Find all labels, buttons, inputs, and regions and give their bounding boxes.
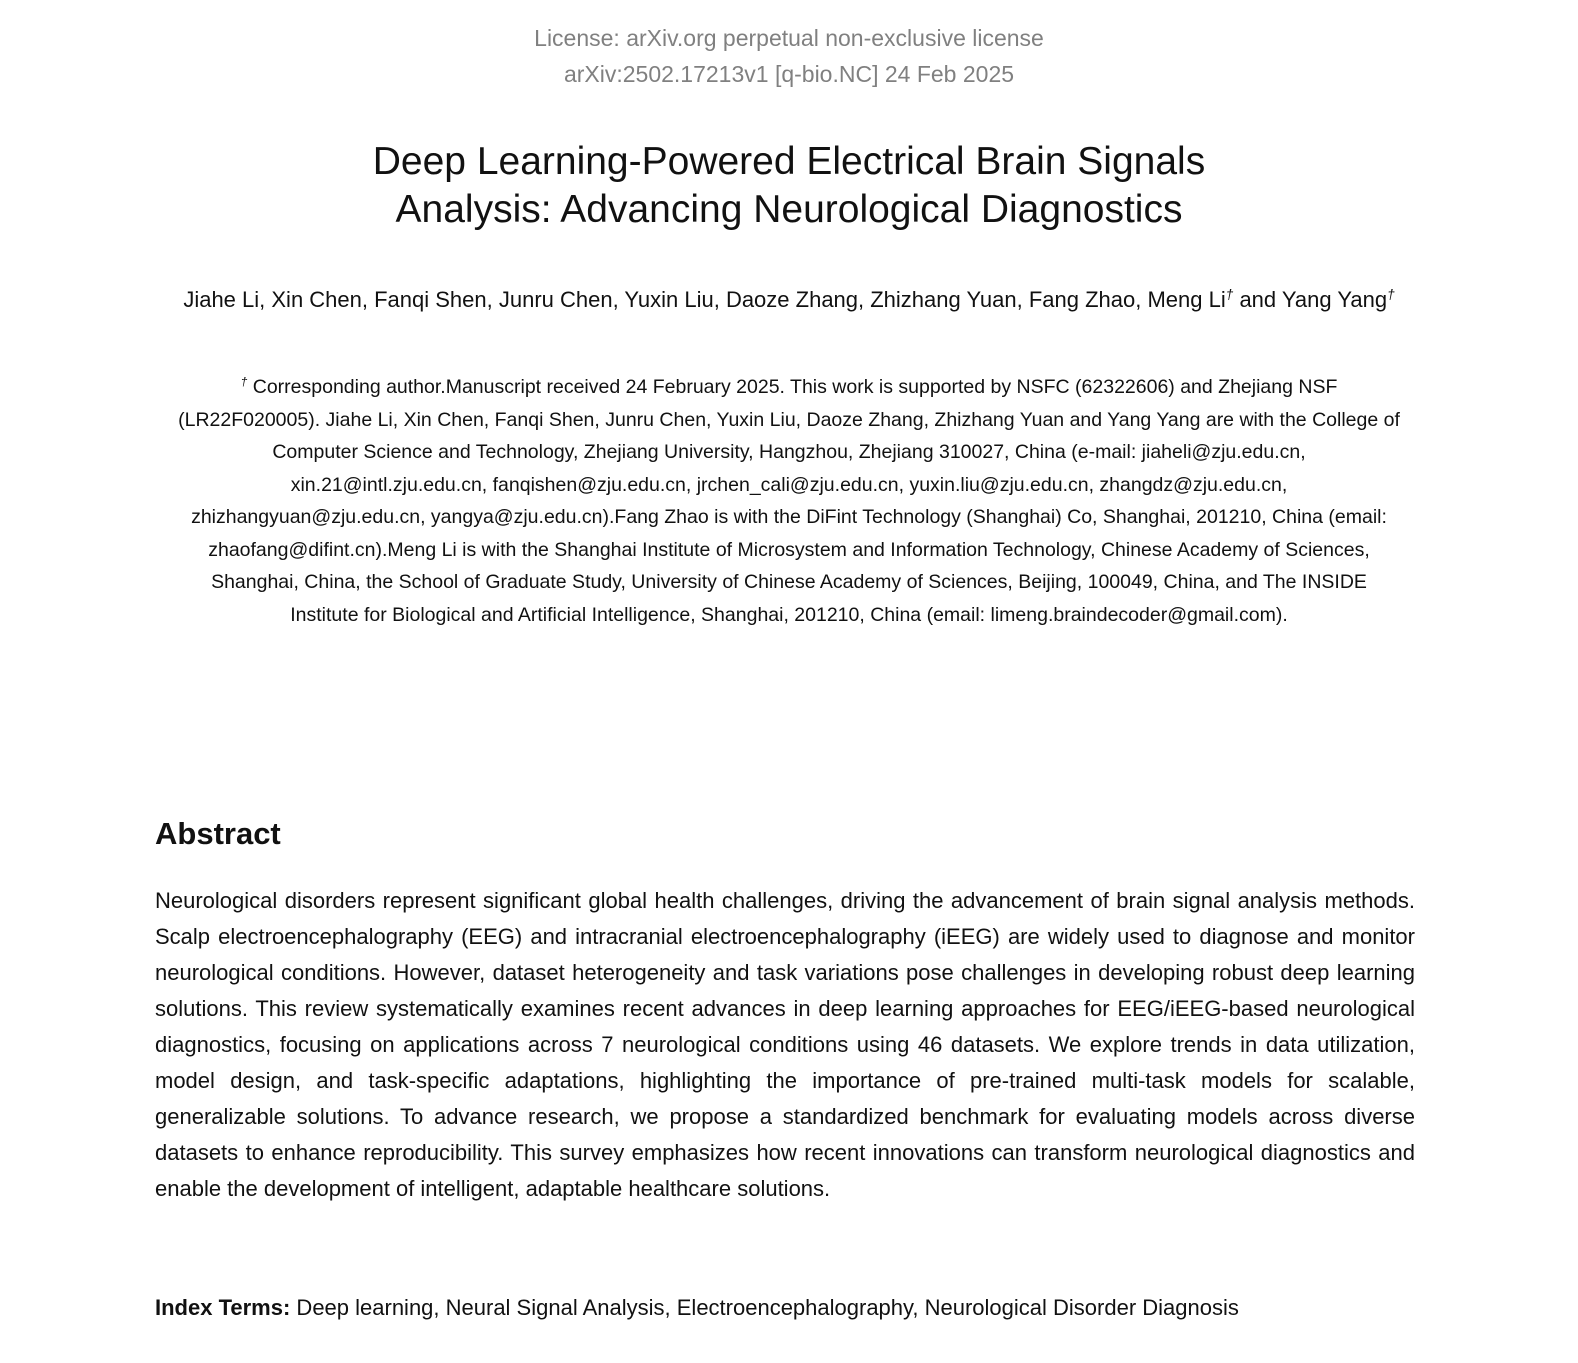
dagger-mark: † [1225,286,1234,302]
paper-title [0,138,1578,234]
dagger-mark: † [240,374,248,389]
abstract-heading: Abstract [155,816,281,851]
author-list [180,282,1398,318]
arxiv-identifier[interactable]: arXiv:2502.17213v1 [q-bio.NC] 24 Feb 2025 [563,61,1015,87]
license-text: License: arXiv.org perpetual non-exclusive license [534,25,1044,51]
authors-text-1: Jiahe Li, Xin Chen, Fanqi Shen, Junru Chen, Yuxin Liu, Daoze Zhang, Zhizhang Yuan, Fang Zhao, Meng Li [183,287,1226,312]
authors-text-2: and Yang Yang [1233,287,1388,312]
affiliation-note [178,371,1400,631]
dagger-mark: † [1387,286,1395,302]
index-terms-label: Index Terms: [155,1295,291,1320]
abstract-body: Neurological disorders represent significant global health challenges, driving the advancement of brain signal analysis methods. Scalp electroencephalography (EEG) and intracranial electroencephalography (iEEG) are widely used to diagnose and monitor neurological conditions. However, dataset heterogeneity and task variations pose challenges in developing robust deep learning solutions. This review systematically examines recent advances in deep learning approaches for EEG/iEEG-based neurological diagnostics, focusing on applications across 7 neurological conditions using 46 datasets. We explore trends in data utilization, model design, and task-specific adaptations, highlighting the importance of pre-trained multi-task models for scalable, generalizable solutions. To advance research, we propose a standardized benchmark for evaluating models across diverse datasets to enhance reproducibility. This survey emphasizes how recent innovations can transform neurological diagnostics and enable the development of intelligent, adaptable healthcare solutions. [155,888,1415,1201]
affiliation-text: Corresponding author.Manuscript received 24 February 2025. This work is supported by NSFC (62322606) and Zhejiang NSF (LR22F020005). Jiahe Li, Xin Chen, Fanqi Shen, Junru Chen, Yuxin Liu, Daoze Zhang, Zhizhang Yuan and Yang Yang are with the College of Computer Science and Technology, Zhejiang University, Hangzhou, Zhejiang 310027, China (e-mail: jiaheli@zju.edu.cn, xin.21@intl.zju.edu.cn, fanqishen@zju.edu.cn, jrchen_cali@zju.edu.cn, yuxin.liu@zju.edu.cn, zhangdz@zju.edu.cn, zhizhangyuan@zju.edu.cn, yangya@zju.edu.cn).Fang Zhao is with the DiFint Technology (Shanghai) Co, Shanghai, 201210, China (email: zhaofang@difint.cn).Meng Li is with the Shanghai Institute of Microsystem and Information Technology, Chinese Academy of Sciences, Shanghai, China, the School of Graduate Study, University of Chinese Academy of Sciences, Beijing, 100049, China, and The INSIDE Institute for Biological and Artificial Intelligence, Shanghai, 201210, China (email: limeng.braindecoder@gmail.com). [178,376,1400,626]
license-header [0,20,1578,92]
title-line-1: Deep Learning-Powered Electrical Brain Signals [372,140,1206,183]
index-terms-value: Deep learning, Neural Signal Analysis, Electroencephalography, Neurological Disorder Diagnosis [290,1295,1239,1320]
title-line-2: Analysis: Advancing Neurological Diagnostics [395,188,1183,231]
index-terms [155,1290,1415,1326]
